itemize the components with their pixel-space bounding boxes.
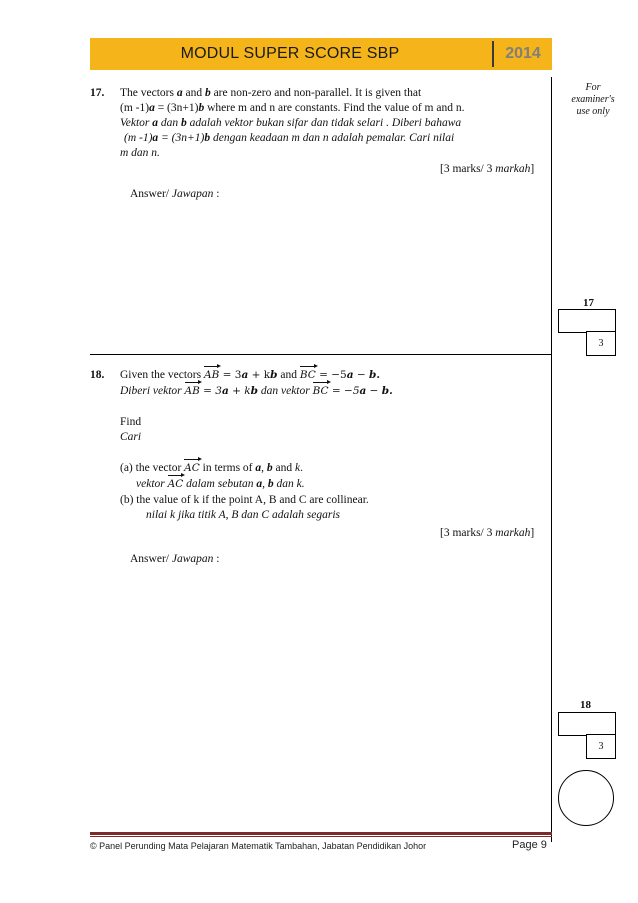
q17-line2: (m -1)a = (3n+1)b where m and n are constants. Find the value of m and n. [120, 102, 465, 114]
footer-copyright: © Panel Perunding Mata Pelajaran Matematik Tambahan, Jabatan Pendidikan Johor [90, 841, 427, 851]
q17-number: 17. [90, 87, 105, 99]
q18-marks: [3 marks/ 3 markah] [440, 527, 535, 539]
total-score-circle [558, 770, 614, 826]
q18-side-number: 18 [580, 699, 591, 711]
header-title: MODUL SUPER SCORE SBP [180, 45, 400, 62]
q18-number: 18. [90, 369, 105, 381]
q18-cari: Cari [120, 431, 142, 443]
q18-line1: Given the vectors AB = 3a + kb and BC = −5a − b. [120, 369, 381, 381]
q17-marks-box: 3 [586, 331, 616, 356]
q18-part-a-malay: vektor AC dalam sebutan a, b dan k. [136, 478, 305, 490]
q17-malay-line3: m dan n. [120, 147, 160, 159]
q17-score-box [558, 309, 616, 333]
q17-side-number: 17 [583, 297, 594, 309]
q17-answer-label: Answer/ Jawapan : [130, 188, 220, 200]
examiner-column-rule [551, 77, 552, 842]
q18-score-box [558, 712, 616, 736]
page-number: Page 9 [512, 839, 547, 851]
q18-marks-box: 3 [586, 734, 616, 759]
question-divider [90, 354, 552, 355]
q17-malay-line1: Vektor a dan b adalah vektor bukan sifar dan tidak selari . Diberi bahawa [120, 117, 462, 129]
q17-marks: [3 marks/ 3 markah] [440, 163, 535, 175]
q18-part-a: (a) the vector AC in terms of a, b and k. [120, 462, 303, 474]
q18-part-b: (b) the value of k if the point A, B and C are collinear. [120, 494, 369, 506]
q17-line1: The vectors a and b are non-zero and non-parallel. It is given that [120, 87, 422, 99]
examiner-note: For examiner's use only [571, 82, 615, 117]
footer-rule-thick [90, 832, 552, 835]
header-year: 2014 [505, 45, 541, 62]
q18-find: Find [120, 416, 142, 428]
q17-malay-line2: (m -1)a = (3n+1)b dengan keadaan m dan n adalah pemalar. Cari nilai [124, 132, 455, 144]
q18-part-b-malay: nilai k jika titik A, B dan C adalah segaris [146, 509, 341, 521]
q18-answer-label: Answer/ Jawapan : [130, 553, 220, 565]
q18-malay-line1: Diberi vektor AB = 3a + kb dan vektor BC = −5a − b. [120, 385, 393, 397]
footer-rule-thin [90, 836, 552, 837]
